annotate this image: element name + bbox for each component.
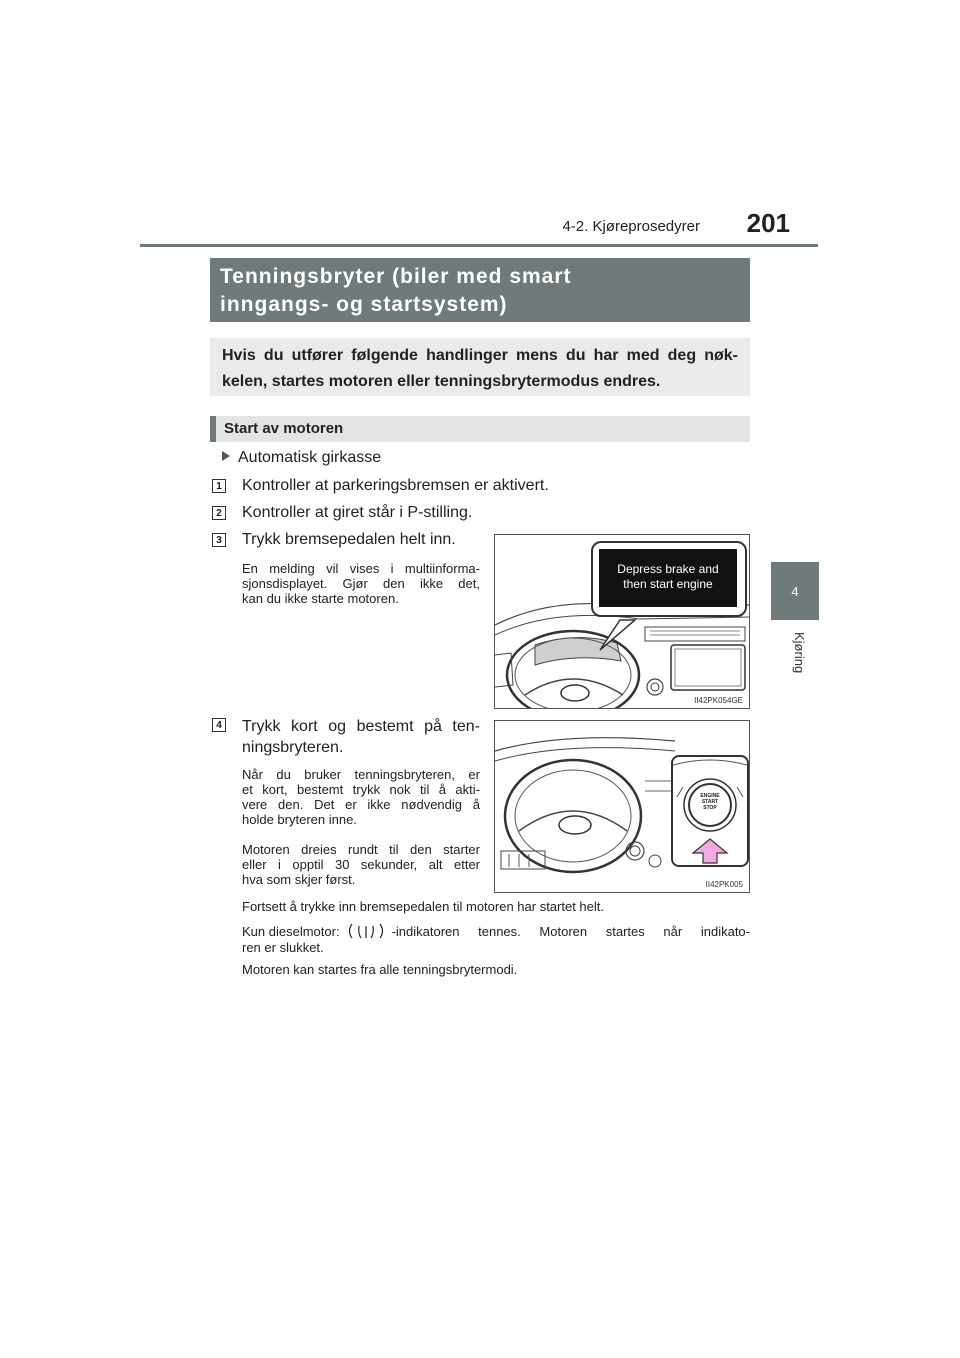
footer-note-1: Fortsett å trykke inn bremsepedalen til motoren har startet helt. bbox=[242, 899, 605, 914]
start-button-closeup bbox=[673, 757, 747, 865]
header-divider bbox=[140, 244, 818, 247]
step-4-note-line: eller i opptil 30 sekunder, alt etter bbox=[242, 857, 480, 872]
footer-note-2 bbox=[242, 922, 750, 940]
figure-start-button bbox=[494, 720, 750, 893]
button-text-line: ENGINE bbox=[700, 793, 720, 799]
transmission-label: Automatisk girkasse bbox=[238, 449, 382, 466]
step-4-text bbox=[242, 716, 480, 758]
step-4-note-2 bbox=[242, 842, 480, 887]
step-2-text: Kontroller at giret står i P-stilling. bbox=[242, 504, 473, 521]
step-1-text: Kontroller at parkeringsbremsen er aktivert. bbox=[242, 477, 549, 494]
step-3-note bbox=[242, 561, 480, 606]
step-number-2: 2 bbox=[212, 506, 226, 520]
step-4-note-line: vere den. Det er ikke nødvendig å bbox=[242, 797, 480, 812]
section-breadcrumb: 4-2. Kjøreprosedyrer bbox=[562, 218, 700, 235]
subheading: Start av motoren bbox=[210, 416, 750, 442]
chapter-label: Kjøring bbox=[792, 632, 807, 674]
step-4-note-line: Motoren dreies rundt til den starter bbox=[242, 842, 480, 857]
footer-note-3: ren er slukket. bbox=[242, 940, 324, 955]
button-text-line: STOP bbox=[703, 805, 717, 811]
intro-box bbox=[210, 338, 750, 396]
figure-code: II42PK005 bbox=[705, 880, 743, 889]
display-message bbox=[599, 549, 737, 607]
display-message-line2: then start engine bbox=[623, 577, 713, 591]
step-3-text: Trykk bremsepedalen helt inn. bbox=[242, 531, 456, 548]
step-number-3: 3 bbox=[212, 533, 226, 547]
page-number: 201 bbox=[746, 208, 790, 238]
chapter-number: 4 bbox=[791, 583, 799, 599]
step-4-text-line1: Trykk kort og bestemt på ten- bbox=[242, 718, 480, 735]
figure-code: II42PK054GE bbox=[694, 696, 743, 705]
step-4-note-line: holde bryteren inne. bbox=[242, 812, 357, 827]
page-title-line1: Tenningsbryter (biler med smart bbox=[220, 265, 572, 288]
footer-note-4: Motoren kan startes fra alle tenningsbrytermodi. bbox=[242, 962, 518, 977]
page-title-line2: inngangs- og startsystem) bbox=[220, 293, 508, 316]
step-4-note-line: Når du bruker tenningsbryteren, er bbox=[242, 767, 480, 782]
step-4-note-1 bbox=[242, 767, 480, 827]
step-4-note-line: hva som skjer først. bbox=[242, 872, 356, 887]
page-title bbox=[210, 258, 750, 322]
intro-line1: Hvis du utfører følgende handlinger mens du har med deg nøk- bbox=[222, 347, 738, 364]
step-4-note-line: et kort, bestemt trykk nok til å akti- bbox=[242, 782, 480, 797]
display-message-line1: Depress brake and bbox=[617, 562, 719, 576]
figure-dashboard-message bbox=[494, 534, 750, 709]
step-3-note-line: sjonsdisplayet. Gjør den ikke det, bbox=[242, 576, 480, 591]
button-callout bbox=[671, 755, 749, 867]
chapter-tab[interactable] bbox=[771, 562, 819, 620]
triangle-bullet-icon bbox=[222, 451, 230, 461]
start-stop-button[interactable] bbox=[695, 793, 725, 811]
button-text-line: START bbox=[701, 799, 719, 805]
glow-plug-indicator-icon bbox=[346, 922, 386, 940]
step-3-note-line: kan du ikke starte motoren. bbox=[242, 591, 399, 606]
transmission-item bbox=[222, 449, 381, 467]
footer-note-2a: Kun dieselmotor: bbox=[242, 923, 340, 939]
footer-note-2b: -indikatoren tennes. Motoren startes når indikato- bbox=[391, 923, 750, 939]
intro-line2: kelen, startes motoren eller tenningsbrytermodus endres. bbox=[222, 373, 661, 390]
step-number-1: 1 bbox=[212, 479, 226, 493]
step-3-note-line: En melding vil vises i multiinforma- bbox=[242, 561, 480, 576]
step-number-4: 4 bbox=[212, 718, 226, 732]
step-4-text-line2: ningsbryteren. bbox=[242, 739, 344, 756]
